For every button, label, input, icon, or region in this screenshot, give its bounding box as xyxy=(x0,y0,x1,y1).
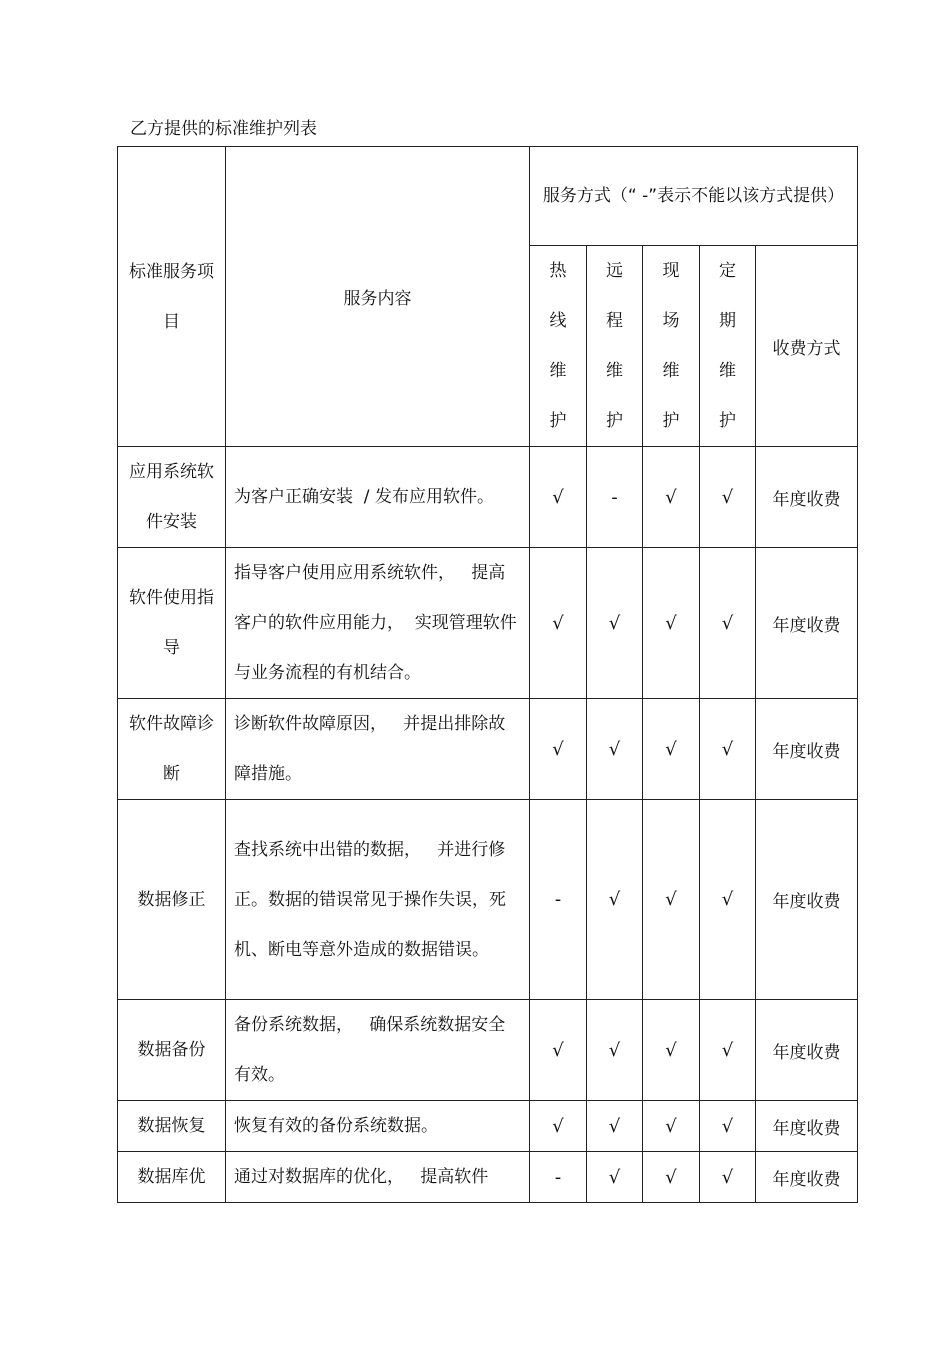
row-fee: 年度收费 xyxy=(756,1000,858,1101)
row-hotline: - xyxy=(530,1152,587,1203)
table-row xyxy=(118,1000,858,1101)
header-periodic: 定期维护 xyxy=(700,246,756,447)
row-hotline: √ xyxy=(530,1101,587,1152)
row-remote: √ xyxy=(587,1000,643,1101)
row-item: 数据修正 xyxy=(118,800,226,1000)
row-onsite: √ xyxy=(643,699,700,800)
header-content: 服务内容 xyxy=(226,147,530,447)
table-row xyxy=(118,548,858,699)
header-service-mode: 服务方式（“ -”表示不能以该方式提供） xyxy=(530,147,858,246)
row-item: 软件使用指导 xyxy=(118,548,226,699)
row-fee: 年度收费 xyxy=(756,1101,858,1152)
row-onsite: √ xyxy=(643,548,700,699)
row-periodic: √ xyxy=(700,800,756,1000)
row-content: 恢复有效的备份系统数据。 xyxy=(226,1101,530,1152)
row-fee: 年度收费 xyxy=(756,800,858,1000)
row-onsite: √ xyxy=(643,800,700,1000)
table-row xyxy=(118,1101,858,1152)
row-periodic: √ xyxy=(700,548,756,699)
row-periodic: √ xyxy=(700,1152,756,1203)
row-fee: 年度收费 xyxy=(756,699,858,800)
table-row xyxy=(118,447,858,548)
row-periodic: √ xyxy=(700,1101,756,1152)
row-periodic: √ xyxy=(700,699,756,800)
row-content: 查找系统中出错的数据， 并进行修正。数据的错误常见于操作失误，死机、断电等意外造成的数据错误。 xyxy=(226,800,530,1000)
row-content: 为客户正确安装 / 发布应用软件。 xyxy=(226,447,530,548)
row-remote: √ xyxy=(587,548,643,699)
row-onsite: √ xyxy=(643,1152,700,1203)
row-remote: √ xyxy=(587,1152,643,1203)
row-remote: √ xyxy=(587,800,643,1000)
maintenance-table xyxy=(117,146,858,1203)
row-item: 应用系统软件安装 xyxy=(118,447,226,548)
table-row xyxy=(118,800,858,1000)
header-item: 标准服务项目 xyxy=(118,147,226,447)
row-fee: 年度收费 xyxy=(756,548,858,699)
row-hotline: √ xyxy=(530,447,587,548)
row-remote: √ xyxy=(587,1101,643,1152)
table-caption: 乙方提供的标准维护列表 xyxy=(130,119,317,139)
row-content: 诊断软件故障原因， 并提出排除故障措施。 xyxy=(226,699,530,800)
row-periodic: √ xyxy=(700,447,756,548)
row-item: 软件故障诊断 xyxy=(118,699,226,800)
row-hotline: - xyxy=(530,800,587,1000)
row-item: 数据库优 xyxy=(118,1152,226,1203)
row-hotline: √ xyxy=(530,699,587,800)
header-hotline: 热线维护 xyxy=(530,246,587,447)
row-hotline: √ xyxy=(530,548,587,699)
header-remote: 远程维护 xyxy=(587,246,643,447)
table-row xyxy=(118,699,858,800)
row-fee: 年度收费 xyxy=(756,1152,858,1203)
row-remote: √ xyxy=(587,699,643,800)
row-fee: 年度收费 xyxy=(756,447,858,548)
row-onsite: √ xyxy=(643,447,700,548)
row-content: 备份系统数据， 确保系统数据安全有效。 xyxy=(226,1000,530,1101)
row-content: 指导客户使用应用系统软件， 提高客户的软件应用能力， 实现管理软件与业务流程的有机结合。 xyxy=(226,548,530,699)
row-item: 数据恢复 xyxy=(118,1101,226,1152)
row-periodic: √ xyxy=(700,1000,756,1101)
header-onsite: 现场维护 xyxy=(643,246,700,447)
row-onsite: √ xyxy=(643,1000,700,1101)
row-remote: - xyxy=(587,447,643,548)
row-onsite: √ xyxy=(643,1101,700,1152)
header-fee: 收费方式 xyxy=(756,246,858,447)
row-item: 数据备份 xyxy=(118,1000,226,1101)
row-content: 通过对数据库的优化， 提高软件 xyxy=(226,1152,530,1203)
table-row xyxy=(118,1152,858,1203)
row-hotline: √ xyxy=(530,1000,587,1101)
